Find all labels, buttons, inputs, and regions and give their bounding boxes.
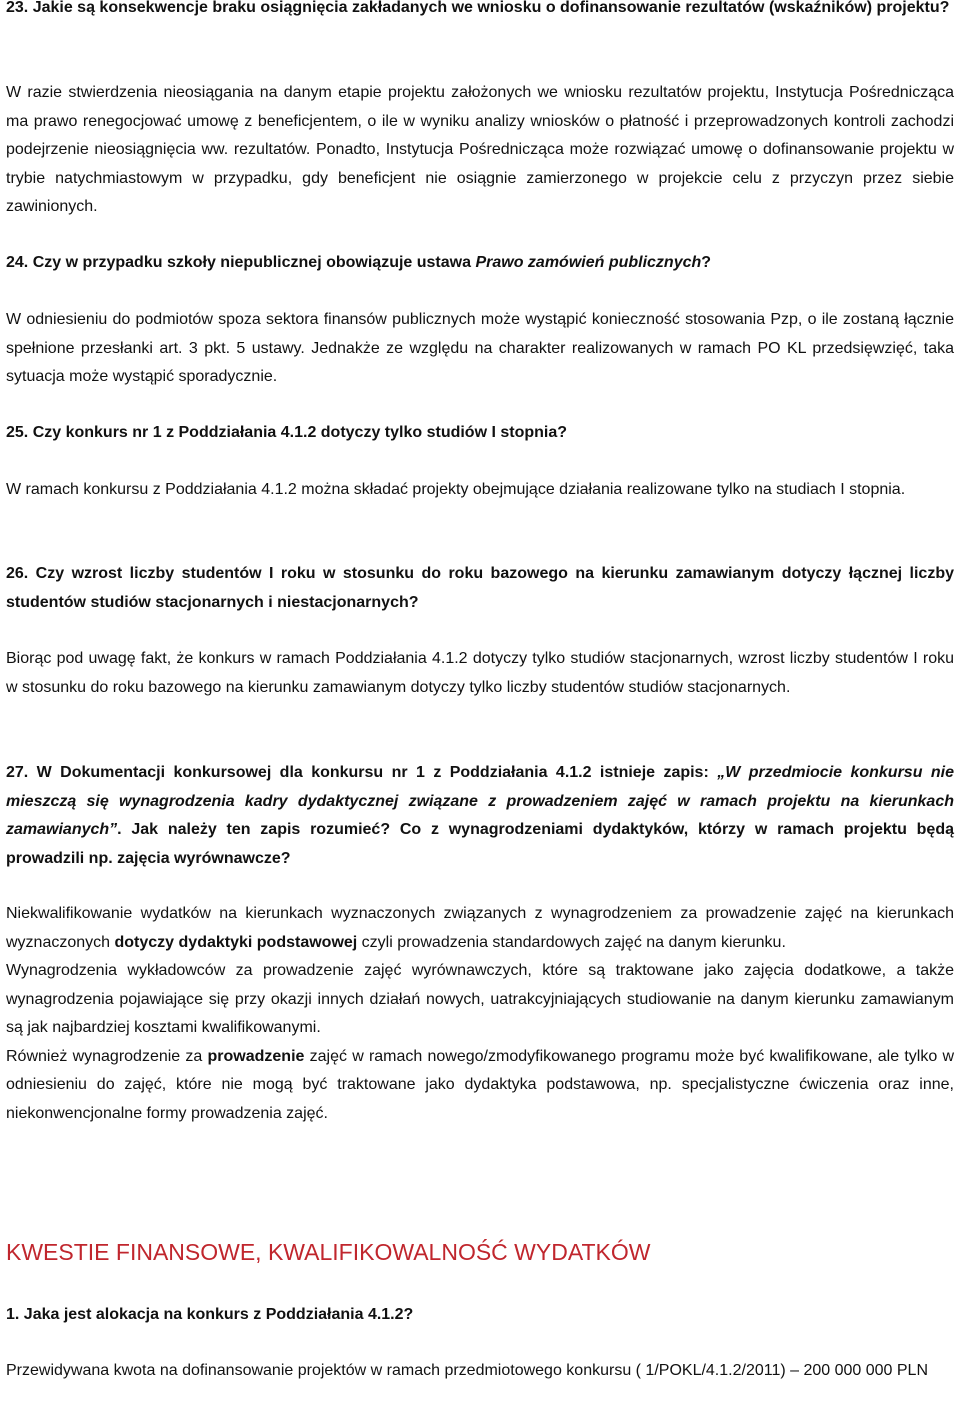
answer-27-paragraph-1: Niekwalifikowanie wydatków na kierunkach wyznaczonych związanych z wynagrodzeniem za prowadzenie zajęć na kierunkach wyznaczonych dotyczy dydaktyki podstawowej czyli prowadzenia standardowych zajęć na danym kierunku. <box>6 905 954 951</box>
question-23-title: 23. Jakie są konsekwencje braku osiągnięcia zakładanych we wniosku o dofinansowanie rezultatów (wskaźników) projektu? <box>6 0 950 16</box>
question-24-title: 24. Czy w przypadku szkoły niepublicznej obowiązuje ustawa Prawo zamówień publicznych? <box>6 254 712 271</box>
question-26-title: 26. Czy wzrost liczby studentów I roku w stosunku do roku bazowego na kierunku zamawianym dotyczy łącznej liczby studentów studiów stacjonarnych i niestacjonarnych? <box>6 565 954 611</box>
section-question-1 <box>6 1301 954 1330</box>
section-question-1-title: 1. Jaka jest alokacja na konkurs z Poddziałania 4.1.2? <box>6 1306 414 1323</box>
answer-27-paragraph-2: Wynagrodzenia wykładowców za prowadzenie zajęć wyrównawczych, które są traktowane jako zajęcia dodatkowe, a także wynagrodzenia pojawiające się przy okazji innych działań nowych, uatrakcyjniających studiowanie na danym kierunku zamawianym są jak najbardziej kosztami kwalifikowanymi. <box>6 962 954 1036</box>
answer-24-text: W odniesieniu do podmiotów spoza sektora finansów publicznych może wystąpić konieczność stosowania Pzp, o ile zostaną łącznie spełnione przesłanki art. 3 pkt. 5 ustawy. Jednakże ze względu na charakter realizowanych w ramach PO KL przedsięwzięć, taka sytuacja może wystąpić sporadycznie. <box>6 311 954 385</box>
section-financial <box>6 1237 954 1267</box>
answer-25-text: W ramach konkursu z Poddziałania 4.1.2 można składać projekty obejmujące działania realizowane tylko na studiach I stopnia. <box>6 481 906 498</box>
question-23 <box>6 0 954 23</box>
law-name: Prawo zamówień publicznych <box>475 254 702 271</box>
question-25-title: 25. Czy konkurs nr 1 z Poddziałania 4.1.2 dotyczy tylko studiów I stopnia? <box>6 424 568 441</box>
answer-26 <box>6 645 954 702</box>
answer-27-paragraph-3: Również wynagrodzenie za prowadzenie zajęć w ramach nowego/zmodyfikowanego programu może być kwalifikowane, ale tylko w odniesieniu do zajęć, które nie mogą być traktowane jako dydaktyka podstawowa, np. specjalistyczne ćwiczenia oraz inne, niekonwencjonalne formy prowadzenia zajęć. <box>6 1047 954 1122</box>
answer-23-text: W razie stwierdzenia nieosiągania na danym etapie projektu założonych we wniosku rezultatów projektu, Instytucja Pośrednicząca ma prawo renegocjować umowę z beneficjentem, o ile w wyniku analizy wniosków o płatność i przeprowadzonych kontroli zachodzi podejrzenie nieosiągnięcia ww. rezultatów. Ponadto, Instytucja Pośrednicząca może rozwiązać umowę o dofinansowanie projektu w trybie natychmiastowym w przypadku, gdy beneficjent nie osiągnie zamierzonego w projekcie celu z przyczyn przez siebie zawinionych. <box>6 84 954 215</box>
question-25 <box>6 419 954 448</box>
answer-24 <box>6 306 954 392</box>
section-answer-1-text: Przewidywana kwota na dofinansowanie projektów w ramach przedmiotowego konkursu ( 1/POKL/4.1.2/2011) – 200 000 000 PLN <box>6 1362 929 1379</box>
section-answer-1 <box>6 1357 954 1386</box>
section-heading: KWESTIE FINANSOWE, KWALIFIKOWALNOŚĆ WYDATKÓW <box>6 1239 651 1265</box>
question-24 <box>6 249 954 278</box>
quoted-provision: „W przedmiocie konkursu nie mieszczą się wynagrodzenia kadry dydaktycznej związane z prowadzeniem zajęć w ramach projektu na kierunkach zamawianych” <box>6 764 954 838</box>
question-26 <box>6 560 954 617</box>
answer-23 <box>6 79 954 222</box>
answer-25 <box>6 476 954 505</box>
answer-26-text: Biorąc pod uwagę fakt, że konkurs w ramach Poddziałania 4.1.2 dotyczy tylko studiów stacjonarnych, wzrost liczby studentów I roku w stosunku do roku bazowego na kierunku zamawianym dotyczy tylko liczby studentów studiów stacjonarnych. <box>6 650 954 696</box>
answer-27 <box>6 900 954 1128</box>
question-27 <box>6 759 954 873</box>
question-27-title: 27. W Dokumentacji konkursowej dla konkursu nr 1 z Poddziałania 4.1.2 istnieje zapis: „W przedmiocie konkursu nie mieszczą się wynagrodzenia kadry dydaktycznej związane z prowadzeniem zajęć w ramach projektu na kierunkach zamawianych”. Jak należy ten zapis rozumieć? Co z wynagrodzeniami dydaktyków, którzy w ramach projektu będą prowadzili np. zajęcia wyrównawcze? <box>6 764 954 867</box>
